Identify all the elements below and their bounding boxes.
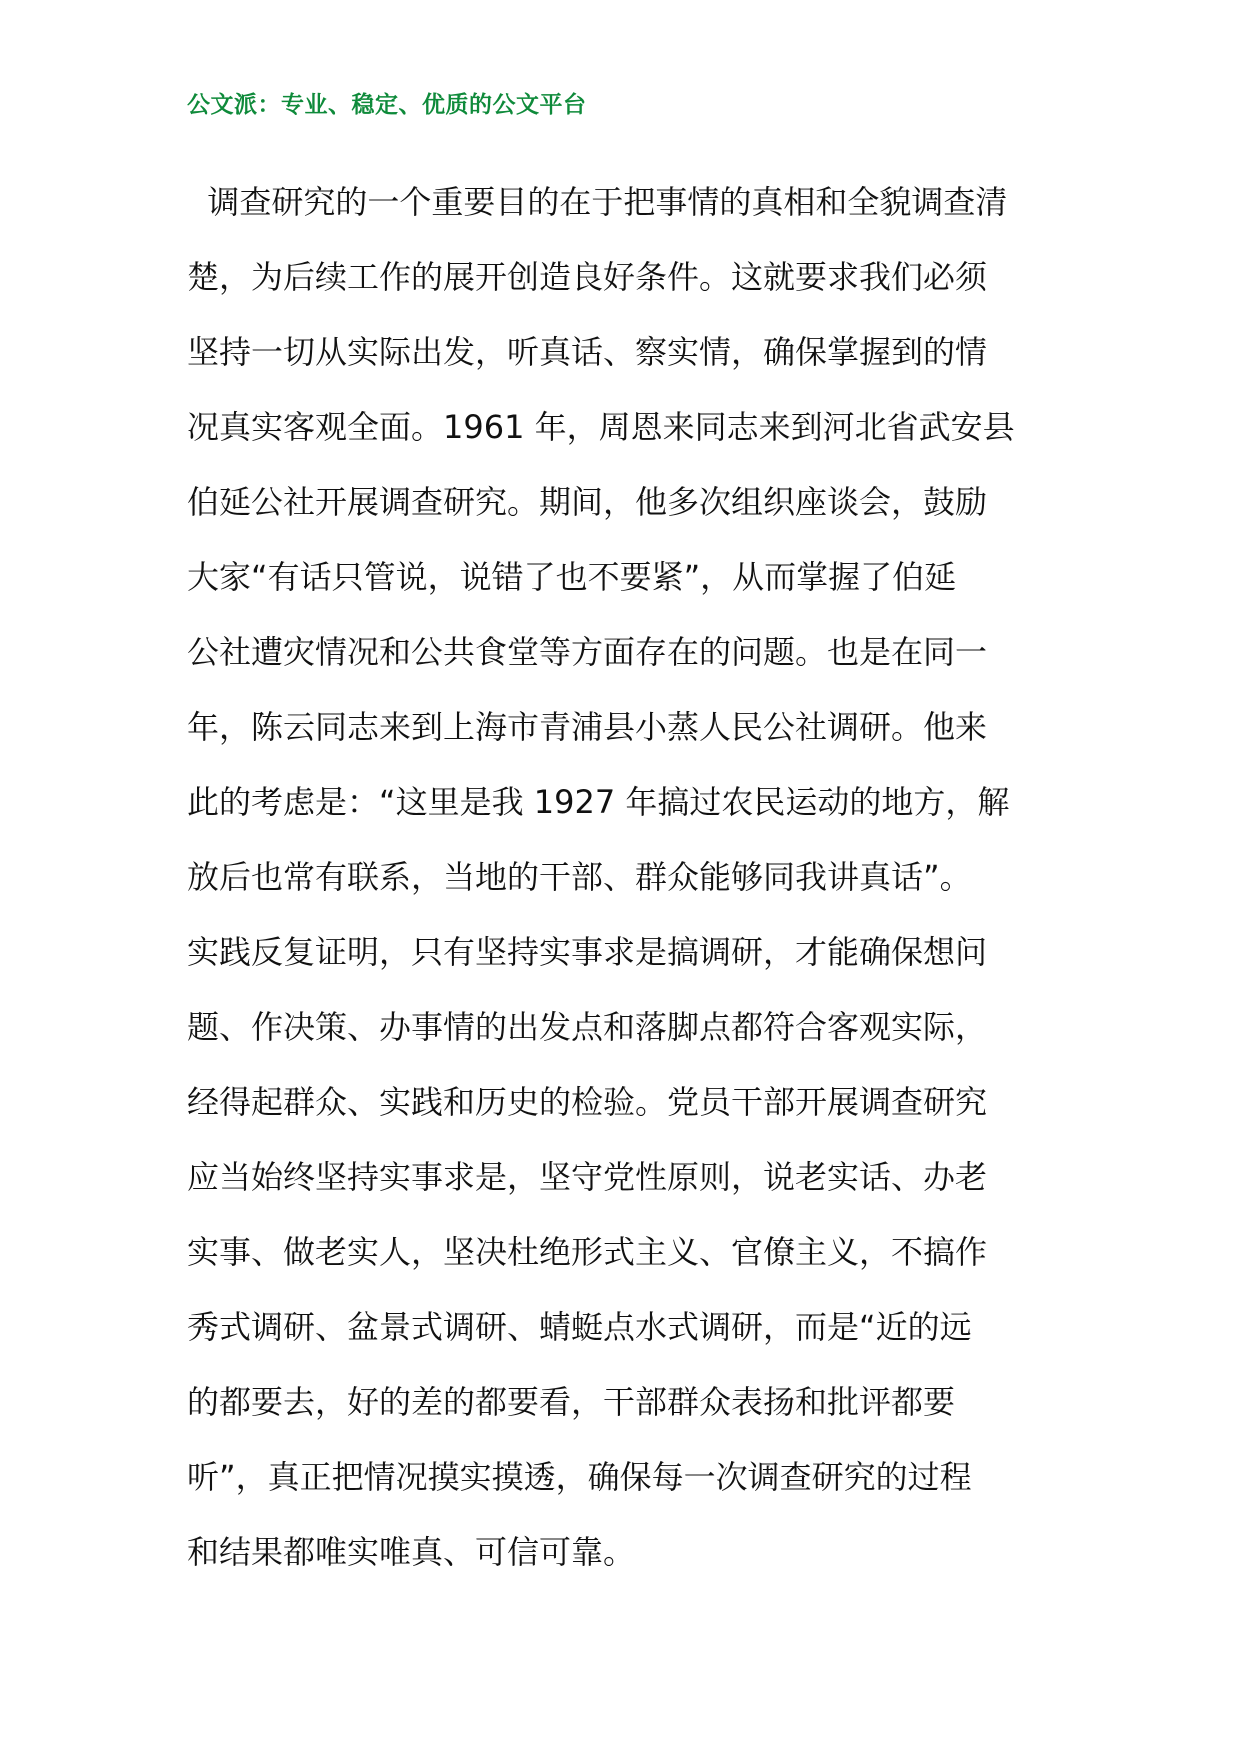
paragraph-line: 年，陈云同志来到上海市青浦县小蒸人民公社调研。他来 [187,708,988,746]
article-paragraph [187,165,1057,1590]
paragraph-line: 公社遭灾情况和公共食堂等方面存在的问题。也是在同一 [187,633,988,671]
paragraph-line: 此的考虑是：“这里是我 1927 年搞过农民运动的地方，解 [187,783,1010,821]
paragraph-line: 应当始终坚持实事求是，坚守党性原则，说老实话、办老 [187,1158,988,1196]
paragraph-line: 大家“有话只管说，说错了也不要紧”，从而掌握了伯延 [187,558,957,596]
paragraph-line: 况真实客观全面。1961 年，周恩来同志来到河北省武安县 [187,408,1015,446]
paragraph-line: 伯延公社开展调查研究。期间，他多次组织座谈会，鼓励 [187,483,988,521]
paragraph-line: 的都要去，好的差的都要看，干部群众表扬和批评都要 [187,1383,956,1421]
paragraph-line: 经得起群众、实践和历史的检验。党员干部开展调查研究 [187,1083,988,1121]
paragraph-line: 调查研究的一个重要目的在于把事情的真相和全貌调查清 [187,183,1008,221]
paragraph-line: 放后也常有联系，当地的干部、群众能够同我讲真话”。 [187,858,972,896]
paragraph-line: 秀式调研、盆景式调研、蜻蜓点水式调研，而是“近的远 [187,1308,972,1346]
paragraph-line: 听”，真正把情况摸实摸透，确保每一次调查研究的过程 [187,1458,972,1496]
paragraph-line: 实践反复证明，只有坚持实事求是搞调研，才能确保想问 [187,933,988,971]
paragraph-line: 题、作决策、办事情的出发点和落脚点都符合客观实际， [187,1008,988,1046]
paragraph-line: 实事、做老实人，坚决杜绝形式主义、官僚主义，不搞作 [187,1233,988,1271]
brand-header: 公文派：专业、稳定、优质的公文平台 [187,92,587,118]
paragraph-line: 楚，为后续工作的展开创造良好条件。这就要求我们必须 [187,258,988,296]
paragraph-line: 坚持一切从实际出发，听真话、察实情，确保掌握到的情 [187,333,988,371]
paragraph-line: 和结果都唯实唯真、可信可靠。 [187,1533,636,1571]
